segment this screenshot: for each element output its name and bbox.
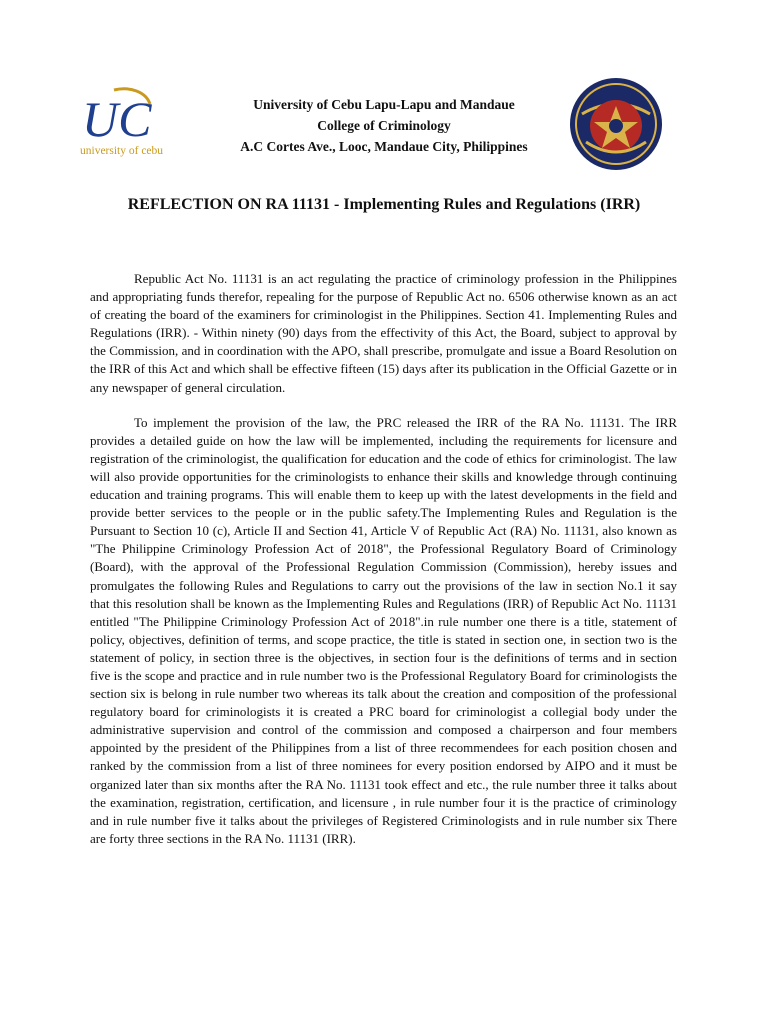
paragraph-1: Republic Act No. 11131 is an act regulating the practice of criminology profession in the Philippines and appropriating funds therefor, repealing for the purpose of Republic Act no. 6506 otherwise known as an act of creating the board of the examiners for criminologist in the Philippines. Section 41. Implementing Rules and Regulations (IRR). - Within ninety (90) days from the effectivity of this Act, the Board, subject to approval by the Commission, and in coordination with the APO, shall prescribe, promulgate and issue a Board Resolution on the IRR of this Act and which shall be effective fifteen (15) days after its publication in the Official Gazette or in any newspaper of general circulation. (90, 271, 677, 395)
header-line-1: University of Cebu Lapu-Lapu and Mandaue (253, 97, 515, 112)
document-body (90, 270, 677, 865)
criminology-seal-logo (568, 76, 664, 172)
document-title: REFLECTION ON RA 11131 - Implementing Rules and Regulations (IRR) (127, 196, 641, 213)
university-of-cebu-logo (80, 86, 170, 158)
paragraph-2: To implement the provision of the law, the PRC released the IRR of the RA No. 11131. The IRR provides a detailed guide on how the law will be implemented, including the requirements for licensure and registration of the criminologist, the qualification for education and the code of ethics for criminologist. The law will also provide opportunities for the criminologists to enhance their skills and knowledge through continuing education and training programs. This will enable them to keep up with the latest developments in the field and provide better services to the people or in the public safety.The Implementing Rules and Regulation is the Pursuant to Section 10 (c), Article II and Section 41, Article V of Republic Act (RA) No. 11131, also known as "The Philippine Criminology Profession Act of 2018", the Professional Regulatory Board of Criminology (Board), with the approval of the Professional Regulation Commission (Commission), hereby issues and promulgates the following Rules and Regulations to carry out the provisions of the law in section No.1 it say that this resolution shall be known as the Implementing Rules and Regulations (IRR) of Republic Act No. 11131 entitled "The Philippine Criminology Profession Act of 2018".in rule number one there is a title, statement of policy, objectives, definition of terms, and scope practice, the title is stated in section one, in section two is the statement of policy, in section three is the objectives, in section four is the definitions of terms and in section five is the scope and practice and in rule number two is the Professional Regulatory Board for criminologists the section six is belong in rule number two whereas its talk about the creation and composition of the professional regulatory board for criminologists it is created a PRC board for criminologist a collegial body under the administrative supervision and control of the commission and composed a chairperson and four members appointed by the president of the Philippines from a list of three recommendees for each position chosen and ranked by the commission from a list of three nominees for every position endorsed by AIPO and it must be organized later than six months after the RA No. 11131 took effect and etc., the rule number three it talks about the examination, registration, certification, and licensure , in rule number four it is the practice of criminology and in rule number five it talks about the privileges of Registered Criminologists and in rule number six There are forty three sections in the RA No. 11131 (IRR). (90, 414, 677, 846)
header-line-3: A.C Cortes Ave., Looc, Mandaue City, Philippines (240, 139, 528, 154)
logo-letters: UC (82, 91, 152, 147)
institution-header (200, 94, 568, 157)
logo-caption: university of cebu (80, 145, 164, 157)
seal-center (609, 119, 623, 133)
header-line-2: College of Criminology (317, 118, 451, 133)
